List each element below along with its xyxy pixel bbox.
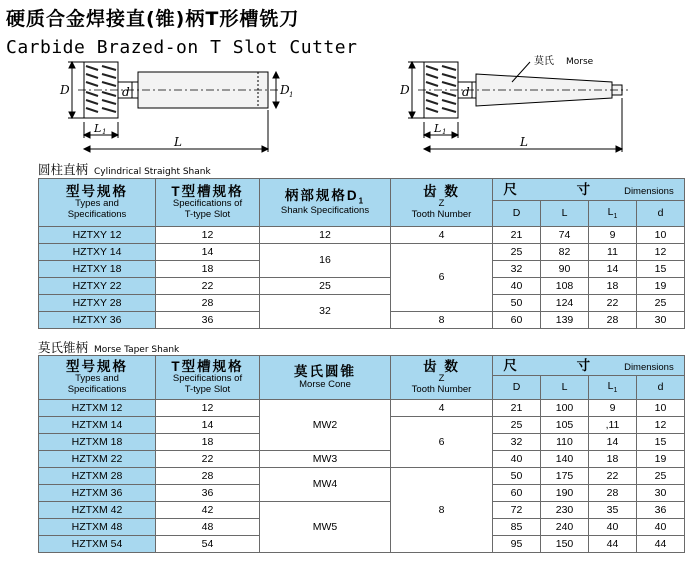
- table-cell: 11: [589, 244, 637, 261]
- col-L1: $L_1$: [589, 376, 637, 400]
- table-cell: 108: [541, 278, 589, 295]
- morse-taper-svg: [400, 52, 650, 156]
- col-D: D: [493, 201, 541, 227]
- section1-label-cn: 圆柱直柄: [38, 162, 89, 177]
- table-cell: 8: [391, 312, 493, 329]
- table-cell: 40: [493, 278, 541, 295]
- dim-D1-sub: 1: [289, 91, 294, 99]
- section1-label: [38, 160, 211, 178]
- section2-label-cn: 莫氏锥柄: [38, 340, 89, 355]
- col-L: L: [541, 376, 589, 400]
- page-title-en: Carbide Brazed-on T Slot Cutter: [6, 37, 358, 58]
- table-cell: 9: [589, 227, 637, 244]
- table-cell: 85: [493, 519, 541, 536]
- table-cell: 28: [589, 485, 637, 502]
- dim-D-label: D: [60, 83, 70, 97]
- table-cell: 30: [637, 312, 685, 329]
- table-cell: 36: [156, 485, 260, 502]
- section2-label: [38, 338, 179, 356]
- table-cell: 14: [156, 244, 260, 261]
- table-cell: 22: [589, 468, 637, 485]
- table-cell: 28: [156, 295, 260, 312]
- table-cell: 124: [541, 295, 589, 312]
- model-cell: HZTXM 18: [39, 434, 156, 451]
- table-cell: 4: [391, 400, 493, 417]
- table-cell: 25: [637, 468, 685, 485]
- dim-D-label: D: [400, 83, 410, 97]
- table-cell: 18: [156, 261, 260, 278]
- table-cell: 15: [637, 434, 685, 451]
- table-cell: 175: [541, 468, 589, 485]
- model-cell: HZTXY 36: [39, 312, 156, 329]
- table-row: [39, 451, 685, 468]
- table-cell: 36: [156, 312, 260, 329]
- col-slot: T型槽规格 Specifications of T-type Slot: [156, 179, 260, 227]
- model-cell: HZTXM 22: [39, 451, 156, 468]
- table-cell: 18: [589, 278, 637, 295]
- table-cell: 19: [637, 451, 685, 468]
- table-cell: 18: [156, 434, 260, 451]
- section1-label-en: Cylindrical Straight Shank: [94, 167, 211, 177]
- table-cell: 35: [589, 502, 637, 519]
- table-cell: 230: [541, 502, 589, 519]
- table-cell: 60: [493, 312, 541, 329]
- dim-L1-sub: 1: [442, 128, 447, 136]
- straight-shank-svg: [58, 56, 308, 156]
- table-cell: MW4: [260, 468, 391, 502]
- table-cell: 82: [541, 244, 589, 261]
- col-d: d: [637, 376, 685, 400]
- table-row: [39, 502, 685, 519]
- table-cell: 44: [589, 536, 637, 553]
- straight-shank-table: [38, 178, 685, 329]
- table-cell: 36: [637, 502, 685, 519]
- table-cell: 150: [541, 536, 589, 553]
- table-cell: 54: [156, 536, 260, 553]
- dim-L1-label: L: [94, 122, 102, 135]
- table-cell: 25: [260, 278, 391, 295]
- model-cell: HZTXM 42: [39, 502, 156, 519]
- table-cell: 25: [637, 295, 685, 312]
- table-cell: 60: [493, 485, 541, 502]
- morse-en-label: Morse: [566, 57, 594, 67]
- model-cell: HZTXM 48: [39, 519, 156, 536]
- model-cell: HZTXM 36: [39, 485, 156, 502]
- table-cell: 190: [541, 485, 589, 502]
- page-title-cn: 硬质合金焊接直(锥)柄T形槽铣刀: [6, 8, 300, 30]
- table-cell: 21: [493, 227, 541, 244]
- table-cell: 50: [493, 295, 541, 312]
- col-shank: 柄部规格$D_1$ Shank Specifications: [260, 179, 391, 227]
- section2-label-en: Morse Taper Shank: [94, 345, 180, 355]
- col-slot: T型槽规格 Specifications of T-type Slot: [156, 356, 260, 400]
- table-row: [39, 278, 685, 295]
- table-cell: MW3: [260, 451, 391, 468]
- col-cone: 莫氏圆锥 Morse Cone: [260, 356, 391, 400]
- table-cell: 90: [541, 261, 589, 278]
- table-row: [39, 400, 685, 417]
- table-cell: 16: [260, 244, 391, 278]
- model-cell: HZTXM 12: [39, 400, 156, 417]
- taper-shank: [476, 74, 612, 106]
- table-row: [39, 295, 685, 312]
- col-L1: $L_1$: [589, 201, 637, 227]
- col-dimensions: 尺 寸 Dimensions: [493, 179, 685, 201]
- table-cell: 28: [589, 312, 637, 329]
- table-cell: ,11: [589, 417, 637, 434]
- table-cell: 22: [589, 295, 637, 312]
- table-cell: 22: [156, 451, 260, 468]
- table-cell: 48: [156, 519, 260, 536]
- table-cell: 30: [637, 485, 685, 502]
- col-tooth: 齿 数 Z Tooth Number: [391, 356, 493, 400]
- table-row: [39, 244, 685, 261]
- table-cell: 12: [637, 244, 685, 261]
- dim-L-label: L: [174, 135, 182, 149]
- model-cell: HZTXM 28: [39, 468, 156, 485]
- table-row: [39, 468, 685, 485]
- table-cell: 25: [493, 417, 541, 434]
- model-cell: HZTXM 14: [39, 417, 156, 434]
- table-cell: 21: [493, 400, 541, 417]
- dim-d-label: d: [122, 85, 130, 99]
- model-cell: HZTXY 28: [39, 295, 156, 312]
- table-cell: 14: [589, 434, 637, 451]
- col-d: d: [637, 201, 685, 227]
- table-cell: 32: [260, 295, 391, 329]
- model-cell: HZTXY 18: [39, 261, 156, 278]
- table-cell: 6: [391, 244, 493, 312]
- morse-taper-table: [38, 355, 685, 553]
- table-cell: 10: [637, 400, 685, 417]
- table-cell: 40: [493, 451, 541, 468]
- table-cell: 12: [637, 417, 685, 434]
- table-cell: MW2: [260, 400, 391, 451]
- model-cell: HZTXY 22: [39, 278, 156, 295]
- table-cell: 105: [541, 417, 589, 434]
- table-cell: 72: [493, 502, 541, 519]
- col-type: 型号规格 Types and Specifications: [39, 179, 156, 227]
- table-cell: 40: [637, 519, 685, 536]
- table-cell: 22: [156, 278, 260, 295]
- table-cell: 44: [637, 536, 685, 553]
- table-cell: 10: [637, 227, 685, 244]
- col-L: L: [541, 201, 589, 227]
- dim-L1-label: L: [434, 122, 442, 135]
- table-cell: 12: [260, 227, 391, 244]
- dim-D1-label: D: [280, 83, 290, 97]
- table-cell: 139: [541, 312, 589, 329]
- table-cell: 12: [156, 400, 260, 417]
- table-cell: 25: [493, 244, 541, 261]
- table-cell: 12: [156, 227, 260, 244]
- dim-L1-sub: 1: [102, 128, 107, 136]
- table-cell: 240: [541, 519, 589, 536]
- table-cell: 50: [493, 468, 541, 485]
- table-cell: 100: [541, 400, 589, 417]
- model-cell: HZTXY 14: [39, 244, 156, 261]
- table-cell: 42: [156, 502, 260, 519]
- table-row: [39, 227, 685, 244]
- table-cell: 9: [589, 400, 637, 417]
- table-cell: 32: [493, 434, 541, 451]
- morse-taper-drawing: [400, 52, 650, 156]
- model-cell: HZTXY 12: [39, 227, 156, 244]
- table-cell: 74: [541, 227, 589, 244]
- table-cell: 19: [637, 278, 685, 295]
- col-D: D: [493, 376, 541, 400]
- table-cell: 40: [589, 519, 637, 536]
- table-cell: 18: [589, 451, 637, 468]
- dim-L-label: L: [520, 135, 528, 149]
- table-cell: 28: [156, 468, 260, 485]
- table-cell: 140: [541, 451, 589, 468]
- col-type: 型号规格 Types and Specifications: [39, 356, 156, 400]
- model-cell: HZTXM 54: [39, 536, 156, 553]
- table-cell: 14: [156, 417, 260, 434]
- col-tooth: 齿 数 Z Tooth Number: [391, 179, 493, 227]
- table-cell: 32: [493, 261, 541, 278]
- morse-cn-label: 莫氏: [534, 56, 554, 67]
- table-cell: 95: [493, 536, 541, 553]
- table-cell: 8: [391, 468, 493, 553]
- col-dimensions: 尺 寸 Dimensions: [493, 356, 685, 376]
- table-cell: 6: [391, 417, 493, 468]
- table-cell: 4: [391, 227, 493, 244]
- table-cell: 110: [541, 434, 589, 451]
- straight-shank-drawing: [58, 56, 308, 156]
- dim-d-label: d: [462, 85, 470, 99]
- table-cell: MW5: [260, 502, 391, 553]
- table-cell: 15: [637, 261, 685, 278]
- table-cell: 14: [589, 261, 637, 278]
